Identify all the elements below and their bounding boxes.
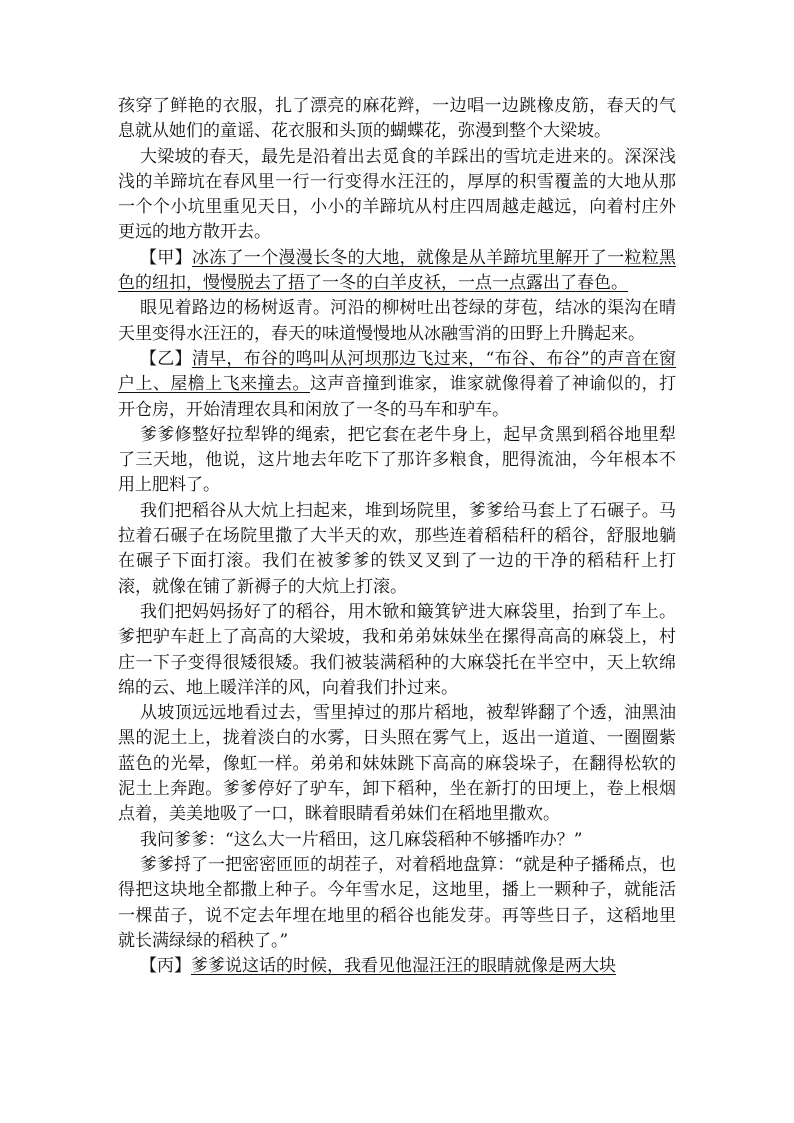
paragraph-8: 我们把妈妈扬好了的稻谷，用木锨和簸箕铲进大麻袋里，抬到了车上。爹把驴车赶上了高高的大梁坡，我和弟弟妹妹坐在摞得高高的麻袋上，村庄一下子变得很矮很矮。我们被装满稻种的大麻袋托在半空中，天上软绵绵的云、地上暖洋洋的风，向着我们扑过来。 [118,601,676,698]
paragraph-bing [118,954,676,979]
underlined-sentence-bing: 爹爹说这话的时候，我看见他湿汪汪的眼睛就像是两大块 [191,956,616,977]
label-yi: 【乙】 [140,348,192,369]
label-jia: 【甲】 [140,247,192,268]
underlined-sentence-jia: 冰冻了一个漫漫长冬的大地，就像是从羊蹄坑里解开了一粒粒黑色的纽扣，慢慢脱去了捂了一冬的白羊皮袄，一点一点露出了春色。 [118,247,677,294]
paragraph-jia [118,246,676,297]
paragraph-yi-rest: 这声音撞到谁家，谁家就像得着了神谕似的，打开仓房，开始清理农具和闲放了一冬的马车和驴车。 [118,374,677,420]
paragraph-9: 从坡顶远远地看过去，雪里掉过的那片稻地，被犁铧翻了个透，油黑油黑的泥土上，拢着淡白的水雾，日头照在雾气上，返出一道道、一圈圈紫蓝色的光晕，像虹一样。弟弟和妹妹跳下高高的麻袋垛子，在翻得松软的泥土上奔跑。爹爹停好了驴车，卸下稻种，坐在新打的田埂上，卷上根烟点着，美美地吸了一口，眯着眼睛看弟妹们在稻地里撒欢。 [118,703,676,825]
paragraph-7: 我们把稻谷从大炕上扫起来，堆到场院里，爹爹给马套上了石碾子。马拉着石碾子在场院里撒了大半天的欢，那些连着稻秸秆的稻谷，舒服地躺在碾子下面打滚。我们在被爹爹的铁叉叉到了一边的干净的稻秸秆上打滚，就像在铺了新褥子的大炕上打滚。 [118,500,676,597]
paragraph-6: 爹爹修整好拉犁铧的绳索，把它套在老牛身上，起早贪黑到稻谷地里犁了三天地，他说，这片地去年吃下了那许多粮食，肥得流油，今年根本不用上肥料了。 [118,424,676,496]
paragraph-4: 眼见着路边的杨树返青。河沿的柳树吐出苍绿的芽苞，结冰的渠沟在晴天里变得水汪汪的，春天的味道慢慢地从冰融雪消的田野上升腾起来。 [118,298,676,344]
underlined-sentence-yi: 清早，布谷的鸣叫从河坝那边飞过来，“布谷、布谷”的声音在窗户上、屋檐上飞来撞去。 [118,348,677,395]
document-page [118,94,676,979]
label-bing: 【丙】 [140,956,191,977]
paragraph-11: 爹爹捋了一把密密匝匝的胡茬子，对着稻地盘算：“就是种子播稀点，也得把这块地全都撒上种子。今年雪水足，这地里，播上一颗种子，就能活一棵苗子，说不定去年埋在地里的稻谷也能发芽。再等些日子，这稻地里就长满绿绿的稻秧了。” [118,854,676,951]
paragraph-yi [118,347,676,423]
paragraph-2: 大梁坡的春天，最先是沿着出去觅食的羊踩出的雪坑走进来的。深深浅浅的羊蹄坑在春风里一行一行变得水汪汪的，厚厚的积雪覆盖的大地从那一个个小坑里重见天日，小小的羊蹄坑从村庄四周越走越远，向着村庄外更远的地方散开去。 [118,146,676,243]
paragraph-1: 孩穿了鲜艳的衣服，扎了漂亮的麻花辫，一边唱一边跳橡皮筋，春天的气息就从她们的童谣、花衣服和头顶的蝴蝶花，弥漫到整个大梁坡。 [118,96,676,142]
paragraph-10: 我问爹爹：“这么大一片稻田，这几麻袋稻种不够播咋办？” [140,829,583,850]
